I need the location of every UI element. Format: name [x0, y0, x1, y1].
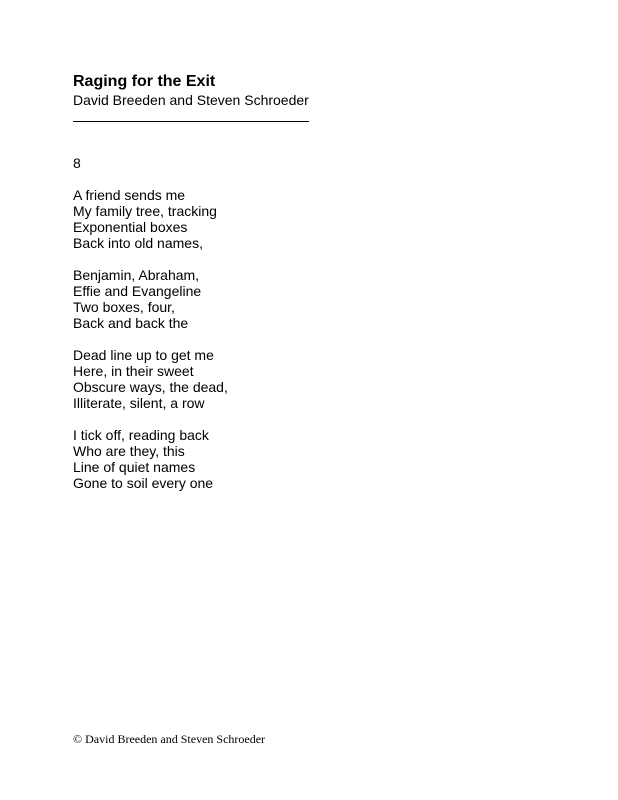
stanza-3 — [73, 347, 473, 411]
stanza-1 — [73, 187, 473, 251]
stanza-4 — [73, 427, 473, 491]
document-authors: David Breeden and Steven Schroeder — [73, 92, 309, 108]
poem-line: My family tree, tracking — [73, 203, 217, 219]
poem-body — [73, 187, 473, 507]
poem-line: Back into old names, — [73, 235, 203, 251]
copyright-footer: © David Breeden and Steven Schroeder — [73, 732, 266, 746]
poem-line: Effie and Evangeline — [73, 283, 202, 299]
poem-line: Benjamin, Abraham, — [73, 267, 200, 283]
stanza-2 — [73, 267, 473, 331]
poem-line: Here, in their sweet — [73, 363, 194, 379]
poem-line: Illiterate, silent, a row — [73, 395, 205, 411]
poem-line: I tick off, reading back — [73, 427, 209, 443]
title-divider — [73, 121, 309, 122]
poem-line: Who are they, this — [73, 443, 185, 459]
poem-line: Back and back the — [73, 315, 189, 331]
poem-line: A friend sends me — [73, 187, 186, 203]
poem-number: 8 — [73, 155, 81, 171]
poem-line: Gone to soil every one — [73, 475, 214, 491]
poem-line: Line of quiet names — [73, 459, 196, 475]
poem-line: Dead line up to get me — [73, 347, 214, 363]
document-title: Raging for the Exit — [73, 73, 216, 90]
poem-line: Obscure ways, the dead, — [73, 379, 228, 395]
poem-line: Two boxes, four, — [73, 299, 175, 315]
poem-line: Exponential boxes — [73, 219, 188, 235]
